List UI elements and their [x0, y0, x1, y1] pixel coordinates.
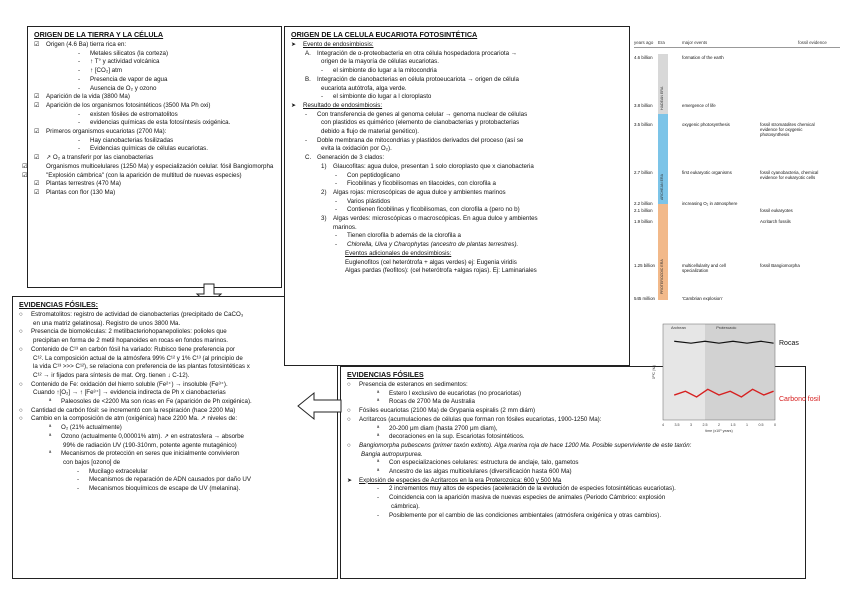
x-tick-label: 1.5: [730, 423, 736, 427]
era-proterozoic: PROTEROZOIC ERA: [658, 204, 668, 300]
list-item: marinos.: [333, 223, 357, 231]
list-item: - Con transferencia de genes al genoma celular → genoma nuclear de células: [305, 110, 528, 118]
list-item: 3) Algas verdes: microscópicas o macroscópicas. En agua dulce y ambientes: [321, 215, 538, 223]
checkbox-icon: ☑: [34, 154, 40, 162]
list-item: - el simbionte dio lugar a la mitocondria: [321, 67, 437, 75]
list-item: ○ Estromatolitos: registro de actividad de cianobacterias (precipitado de CaCO₃: [19, 311, 244, 318]
list-item: C. Generación de 3 clados:: [305, 154, 385, 162]
list-item: ○ Fósiles eucariotas (2100 Ma) de Grypania espiralis (2 mm diám): [347, 407, 536, 415]
list-item: A. Integración de α-proteobacteria en otra célula hospedadora procariota →: [305, 49, 517, 57]
list-item: - Contienen ficobilinas y ficobilisomas, con clorofila a (pero no b): [335, 206, 520, 214]
list-item: ○ Contenido de Fe: oxidación del hierro soluble (Fe²⁺) → insoluble (Fe³⁺).: [19, 380, 228, 388]
list-item: - Mucilago extracelular: [77, 467, 148, 475]
list-item: - Presencia de vapor de agua: [78, 75, 168, 83]
list-item: ª Mecanismos de protección en seres que inicialmente convivieron: [49, 450, 240, 458]
list-item: - ↑ [CO₂] atm: [78, 67, 122, 75]
box-title: ORIGEN DE LA CELULA EUCARIOTA FOTOSINTÉTICA: [291, 30, 478, 39]
list-item: ➤ Explosión de especies de Acritarcos en la era Proterozoica: 600 y 500 Ma: [347, 476, 562, 484]
list-item: - Mecanismos de reparación de ADN causados por daño UV: [77, 476, 251, 484]
list-item: ☑ ↗ O₂ a transferir por las cianobacterias: [34, 154, 154, 162]
list-item: - Chlorella, Ulva y Charophytas (ancestro de plantas terrestres).: [335, 241, 519, 249]
list-item: C¹² → ir fijados para síntesis de mat. Org. tienen ↓ C-12).: [33, 371, 190, 379]
checkbox-icon: ☑: [22, 171, 28, 179]
list-item: ª decoraciones en la sup. Escariotas fotosintéticos.: [377, 433, 525, 441]
list-item: - 2 incrementos muy altos de especies (aceleración de la evolución de especies fotosintéticas eucariotas).: [377, 485, 676, 493]
list-item: en una matriz gelatinosa). Registro de unos 3800 Ma.: [33, 319, 181, 327]
timeline-row: 3.8 billion emergence of life: [634, 103, 716, 108]
list-item: con plastidos es quimérico (elemento de cianobacterias y protobacterias: [321, 119, 520, 127]
checkbox-icon: ☑: [34, 188, 40, 196]
list-item: precipitan en forma de 2 metil hopanoides en rocas en fondos marinos.: [33, 337, 229, 345]
list-item: ➤ Evento de endosimbiosis:: [291, 41, 374, 48]
list-item: Bangia autropurpurea.: [361, 450, 423, 458]
origin-earth-cell-box: [22, 26, 282, 288]
list-item: evita la oxidación por O₂).: [321, 145, 392, 153]
list-item: - Evidencias químicas de células eucariotas.: [78, 145, 208, 153]
list-item: ª O₂ (21% actualmente): [49, 424, 122, 432]
list-item: ª Rocas de 2700 Ma de Australia: [377, 398, 475, 406]
era-archean: ARCHEAN ERA: [658, 114, 668, 204]
header-era: Era: [658, 40, 665, 45]
geologic-timeline: [634, 40, 840, 308]
box-title: EVIDENCIAS FÓSILES:: [19, 300, 99, 309]
list-item: - Ficobilinas y ficobilisomas en tilacoides, con clorofila a: [335, 180, 496, 188]
list-item: ª Paleosoles de <2200 Ma son ricas en Fe (aparición de Ph oxigénica).: [49, 398, 252, 406]
list-item: debido a flujo de material genético).: [321, 128, 420, 136]
list-item: cámbrica).: [391, 502, 420, 510]
legend-label: Rocas: [779, 340, 799, 348]
timeline-row: 4.6 billion formation of the earth: [634, 55, 724, 60]
timeline-row: 1.9 billion Acritarch fossils: [634, 219, 791, 224]
x-axis-label: time (x10⁹ years): [705, 429, 733, 433]
band-archean: [663, 324, 705, 420]
band-proterozoic: [705, 324, 775, 420]
left-arrow-icon: [296, 392, 342, 420]
checkbox-icon: ☑: [34, 101, 40, 109]
list-item: ☑ Plantas terrestres (470 Ma): [34, 180, 121, 188]
list-item: - Varios plástidos: [335, 197, 391, 205]
header-events: major events: [682, 40, 708, 45]
timeline-row: 545 million 'Cambrian explosion': [634, 296, 723, 301]
list-item: - Hay cianobacterias fosilizadas: [78, 136, 174, 144]
timeline-row: 2.7 billion first eukaryotic organisms fossil cyanobacteria, chemical evidence for eukaryotic cells: [634, 170, 819, 180]
x-tick-label: 3.5: [674, 423, 680, 427]
list-item: ○ Presencia de biomoléculas: 2 metilbacteriohopanepolioles: polioles que: [19, 328, 227, 336]
eukaryote-origin-box: [284, 26, 630, 366]
list-item: 1) Glaucofitas: agua dulce, presentan 1 solo cloroplasto que x cianobacteria: [321, 162, 534, 170]
list-item: Eventos adicionales de endosimbiosis:: [345, 249, 452, 257]
box-title: EVIDENCIAS FÓSILES: [347, 370, 424, 379]
list-item: ☑ Aparición de la vida (3800 Ma): [34, 93, 130, 101]
list-item: - existen fósiles de estromatolitos: [78, 110, 178, 118]
list-item: - Con peptidoglicano: [335, 171, 400, 179]
list-item: eucariota autótrofa, alga verde.: [321, 84, 407, 92]
list-item: la vida C¹³ >>> C¹²), se relaciona con preferencia de las plantas fotosintéticas x: [33, 363, 250, 371]
list-item: B. Integración de cianobacterias en célula protoeucariota → origen de célula: [305, 75, 519, 83]
checkbox-icon: ☑: [34, 128, 40, 136]
list-item: ☑ "Explosión cámbrica" (con la aparición de multitud de nuevas especies): [22, 171, 242, 179]
timeline-row: 2.2 billion increasing O₂ in atmosphere: [634, 201, 738, 206]
era-hadean: HADEAN ERA: [658, 54, 668, 114]
list-item: - Ausencia de O₂ y ozono: [78, 84, 157, 92]
x-tick-label: 3: [690, 423, 692, 427]
list-item: - evidencias químicas de esta fotosíntesis oxigénica.: [78, 119, 231, 127]
list-item: con bajos [ozono] de: [63, 458, 121, 466]
list-item: ª Estero l exclusivo de eucariotas (no procariotas): [377, 389, 522, 397]
list-item: Euglenofitos (cel heterótrofa + algas verdes) ej: Eugenia viridis: [345, 258, 517, 266]
band-label: Archean: [671, 325, 686, 330]
x-tick-label: 2: [718, 423, 720, 427]
header-evidence: fossil evidence: [798, 40, 827, 45]
checkbox-icon: ☑: [34, 93, 40, 101]
band-label: Proterozoic: [716, 325, 737, 330]
timeline-row: 2.1 billion fossil eukaryotes: [634, 208, 793, 213]
list-item: - el simbionte dio lugar a l cloroplasto: [321, 93, 432, 101]
list-item: - Mecanismos bioquímicos de escape de UV (melanina).: [77, 485, 241, 493]
list-item: ☑ Plantas con flor (130 Ma): [34, 188, 116, 196]
list-item: ○ Cantidad de carbón fósil: se incrementó con la respiración (hace 2200 Ma): [19, 406, 236, 414]
list-item: ○ Acritarcos (acumulaciones de células que forman ron fósiles eucariotas, 1900-1250 Ma):: [347, 415, 602, 423]
checkbox-icon: ☑: [22, 162, 28, 170]
list-item: - ↑ T° y actividad volcánica: [78, 58, 160, 66]
list-item: ☑ Aparición de los organismos fotosintéticos (3500 Ma Ph oxi): [34, 101, 211, 109]
list-item: Algas pardas (feofitos): (cel heterótrofa +algas rojas). Ej: Laminariales: [345, 267, 537, 275]
list-item: ➤ Resultado de endosimbiosis:: [291, 101, 383, 109]
timeline-row: 3.5 billion oxygenic photosynthesis fossil stromatolites chemical evidence for oxygenic photosynthesis: [634, 122, 815, 137]
list-item: - Doble membrana de mitocondrias y plastidos derivados del proceso (así se: [305, 136, 524, 144]
x-tick-label: 1: [746, 423, 748, 427]
list-item: C¹². La composición actual de la atmósfera 99% C¹² y 1% C¹³ (al principio de: [33, 354, 243, 362]
list-item: ○ Contenido de C¹³ en carbón fósil ha variado: Rubisco tiene preferencia por: [19, 345, 235, 353]
list-item: - Coincidencia con la aparición masiva de nuevas especies de animales (Periodo Cámbrico: explosión: [377, 494, 666, 502]
list-item: - Tienen clorofila b además de la clorofila a: [335, 232, 461, 240]
y-axis-label: δ¹³C (‰): [652, 365, 656, 379]
carbon-isotope-chart: [649, 318, 839, 436]
list-item: - Metales silicatos (la corteza): [78, 49, 169, 57]
header-years: years ago: [634, 40, 654, 45]
timeline-row: 1.25 billion multicellularity and cell specialization fossil Bangiomorpha: [634, 263, 800, 273]
checkbox-icon: ☑: [34, 41, 40, 48]
box-title: ORIGEN DE LA TIERRA Y LA CÉLULA: [34, 30, 164, 39]
list-item: Cuando ↑[O₂] → ↑ [Fe³⁺] → evidencia indirecta de Ph x cianobacterias: [33, 389, 226, 397]
list-item: ª Con especializaciones celulares: estructura de anclaje, talo, gametos: [377, 459, 579, 467]
list-item: ○ Bangiomorpha pubescens (primer taxón extinto). Alga marina roja de hace 1200 Ma. Posible superviviente de este taxón:: [347, 441, 692, 449]
x-tick-label: 0.5: [758, 423, 764, 427]
list-item: ª Ancestro de las algas multicelulares (diversificación hasta 600 Ma): [377, 468, 572, 476]
list-item: 2) Algas rojas: microscópicas de agua dulce y ambientes marinos: [321, 188, 506, 196]
list-item: ☑ Primeros organismos eucariotas (2700 Ma):: [34, 128, 167, 136]
list-item: ○ Cambio en la composición de atm (oxigénica) hace 2200 Ma. ↗ niveles de:: [19, 415, 238, 423]
list-item: ª 20-200 μm diam (hasta 2700 μm diam),: [377, 424, 498, 432]
list-item: ☑ Origen (4.6 Ba) tierra rica en:: [34, 41, 127, 48]
x-tick-label: 0: [774, 423, 776, 427]
legend-label: Carbono fosil: [779, 396, 821, 404]
list-item: ☑ Organismos multicelulares (1250 Ma) y especialización celular. fósil Bangiomorpha: [22, 162, 274, 170]
list-item: origen de la mayoría de células eucariotas.: [321, 58, 439, 66]
checkbox-icon: ☑: [34, 180, 40, 188]
x-tick-label: 4: [662, 423, 664, 427]
list-item: ª Ozono (actualmente 0,00001% atm). ↗ en estratosfera → absorbe: [49, 432, 244, 440]
x-tick-label: 2.5: [702, 423, 708, 427]
list-item: 99% de radiación UV (190-310nm, potente agente mutagénico): [63, 441, 237, 449]
list-item: ○ Presencia de esteranos en sedimentos:: [347, 381, 468, 388]
list-item: - Posiblemente por el cambio de las condiciones ambientales (atmósfera oxigénica y otras cambios).: [377, 511, 662, 519]
